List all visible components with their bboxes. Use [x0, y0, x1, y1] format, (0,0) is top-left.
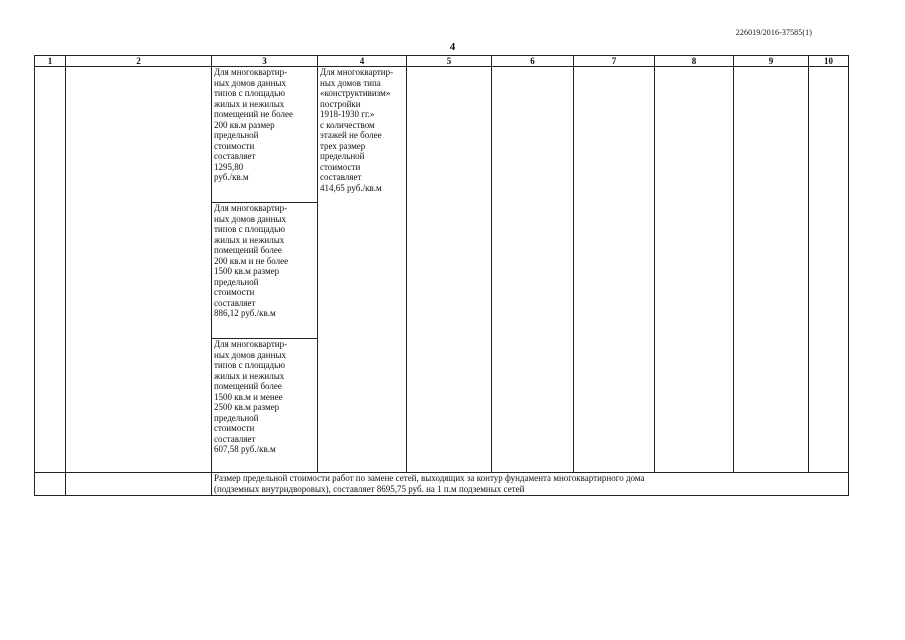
network-replacement-note	[212, 473, 849, 496]
document-id: 226019/2016-37585(1)	[735, 28, 812, 37]
cell-footer-col1	[35, 473, 66, 496]
cell-footer-col2	[66, 473, 212, 496]
cost-table	[34, 55, 849, 496]
column-header-9: 9	[734, 56, 809, 67]
column-header-5: 5	[407, 56, 492, 67]
cell-col7	[574, 67, 655, 473]
table-row	[35, 67, 849, 203]
column-header-3: 3	[212, 56, 318, 67]
column-header-2: 2	[66, 56, 212, 67]
cell-col3-row1	[212, 67, 318, 203]
column-header-row	[35, 56, 849, 67]
column-header-8: 8	[655, 56, 734, 67]
cell-col10	[809, 67, 849, 473]
cell-col4	[318, 67, 407, 473]
network-replacement-text: Размер предельной стоимости работ по замене сетей, выходящих за контур фундамента многоквартирного дома (подземных внутридворовых), составляет 8695,75 руб. на 1 п.м подземных сетей	[214, 473, 645, 494]
cell-col2	[66, 67, 212, 473]
cell-col9	[734, 67, 809, 473]
price-text-1500-to-2500: Для многоквартир- ных домов данных типов с площадью жилых и нежилых помещений более 1500 кв.м и менее 2500 кв.м размер предельной стоимости составляет 607,58 руб./кв.м	[214, 339, 288, 454]
page-number: 4	[449, 41, 456, 53]
table-row-footer	[35, 473, 849, 496]
column-header-4: 4	[318, 56, 407, 67]
price-text-constructivism: Для многоквартир- ных домов типа «конструктивизм» постройки 1918-1930 гг.» с количеством этажей не более трех размер предельной стоимости составляет 414,65 руб./кв.м	[320, 67, 394, 193]
cell-col6	[492, 67, 574, 473]
column-header-1: 1	[35, 56, 66, 67]
column-header-10: 10	[809, 56, 849, 67]
cell-col5	[407, 67, 492, 473]
cell-col3-row3	[212, 339, 318, 473]
cell-col1	[35, 67, 66, 473]
cell-col8	[655, 67, 734, 473]
column-header-7: 7	[574, 56, 655, 67]
cell-col3-row2	[212, 203, 318, 339]
price-text-up-to-200: Для многоквартир- ных домов данных типов с площадью жилых и нежилых помещений не более 200 кв.м размер предельной стоимости составляет 1295,80 руб./кв.м	[214, 67, 293, 182]
price-text-200-to-1500: Для многоквартир- ных домов данных типов с площадью жилых и нежилых помещений более 200 кв.м и не более 1500 кв.м размер предельной стоимости составляет 886,12 руб./кв.м	[214, 203, 289, 318]
column-header-6: 6	[492, 56, 574, 67]
